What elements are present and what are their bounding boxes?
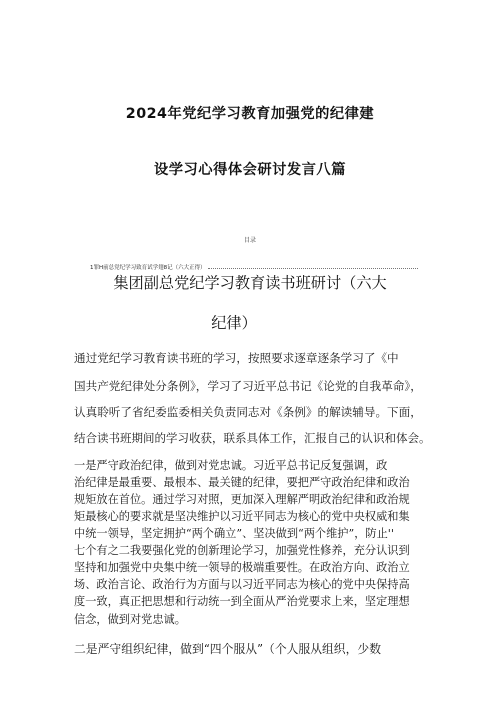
paragraph-2-line: 信念，做到对党忠诚。 [74,613,186,626]
paragraph-1-line: 国共产党纪律处分条例》，学习了习近平总书记《论党的自我革命》， [74,379,422,393]
toc-entry[interactable] [90,261,420,271]
paragraph-2-line: 治纪律是最重要、最根本、最关键的纪律，要把严守政治纪律和政治 [74,476,410,489]
section-title-line-1: 集团副总党纪学习教育读书班研讨（六大 [113,274,387,292]
paragraph-2-line: 中统一领导，坚定拥护“两个确立”、坚决做到“两个维护”，防止'' [74,527,394,540]
toc-heading: 目录 [243,237,256,244]
toc-entry-label: 1罪H前总党纪学习致育试学翅8记（六大正得） [90,265,206,271]
document-title-line-1: 2024年党纪学习教育加强党的纪律建 [125,106,375,122]
paragraph-2-line: 度一致，真正把思想和行动统一到全面从严治党要求上来，坚定理想 [74,595,410,608]
paragraph-2-line: 一是严守政治纪律，做到对党忠诚。习近平总书记反复强调，政 [74,459,388,472]
paragraph-3-line: 二是严守组织纪律，做到“四个服从”（个人服从组织，少数 [74,642,381,656]
paragraph-1-line: 认真聆听了省纪委监委相关负责同志对《条例》的解读辅导。下面， [74,405,422,419]
document-title-line-2: 设学习心得体会研讨发言八篇 [154,162,346,178]
paragraph-2-line: 规矩放在首位。通过学习对照，更加深入理解严明政治纪律和政治规 [74,493,410,506]
section-title-line-2: 纪律） [211,314,257,332]
paragraph-2-line: 场、政治言论、政治行为方面与以习近平同志为核心的党中央保持高 [74,578,410,591]
paragraph-2-line: 矩最核心的要求就是坚决维护以习近平同志为核心的党中央权威和集 [74,510,410,523]
paragraph-1-line: 通过党纪学习教育读书班的学习，按照要求逐章逐条学习了《中 [74,351,399,365]
paragraph-2-line: 七个有之二我要强化党的创新理论学习，加强党性修养，充分认识到 [74,544,410,557]
paragraph-2-line: 坚持和加强党中央集中统一领导的极端重要性。在政治方向、政治立 [74,561,410,574]
toc-leader-dots [208,267,418,269]
paragraph-1-line: 结合读书班期间的学习收获，联系具体工作，汇报自己的认识和体会。 [74,431,431,445]
